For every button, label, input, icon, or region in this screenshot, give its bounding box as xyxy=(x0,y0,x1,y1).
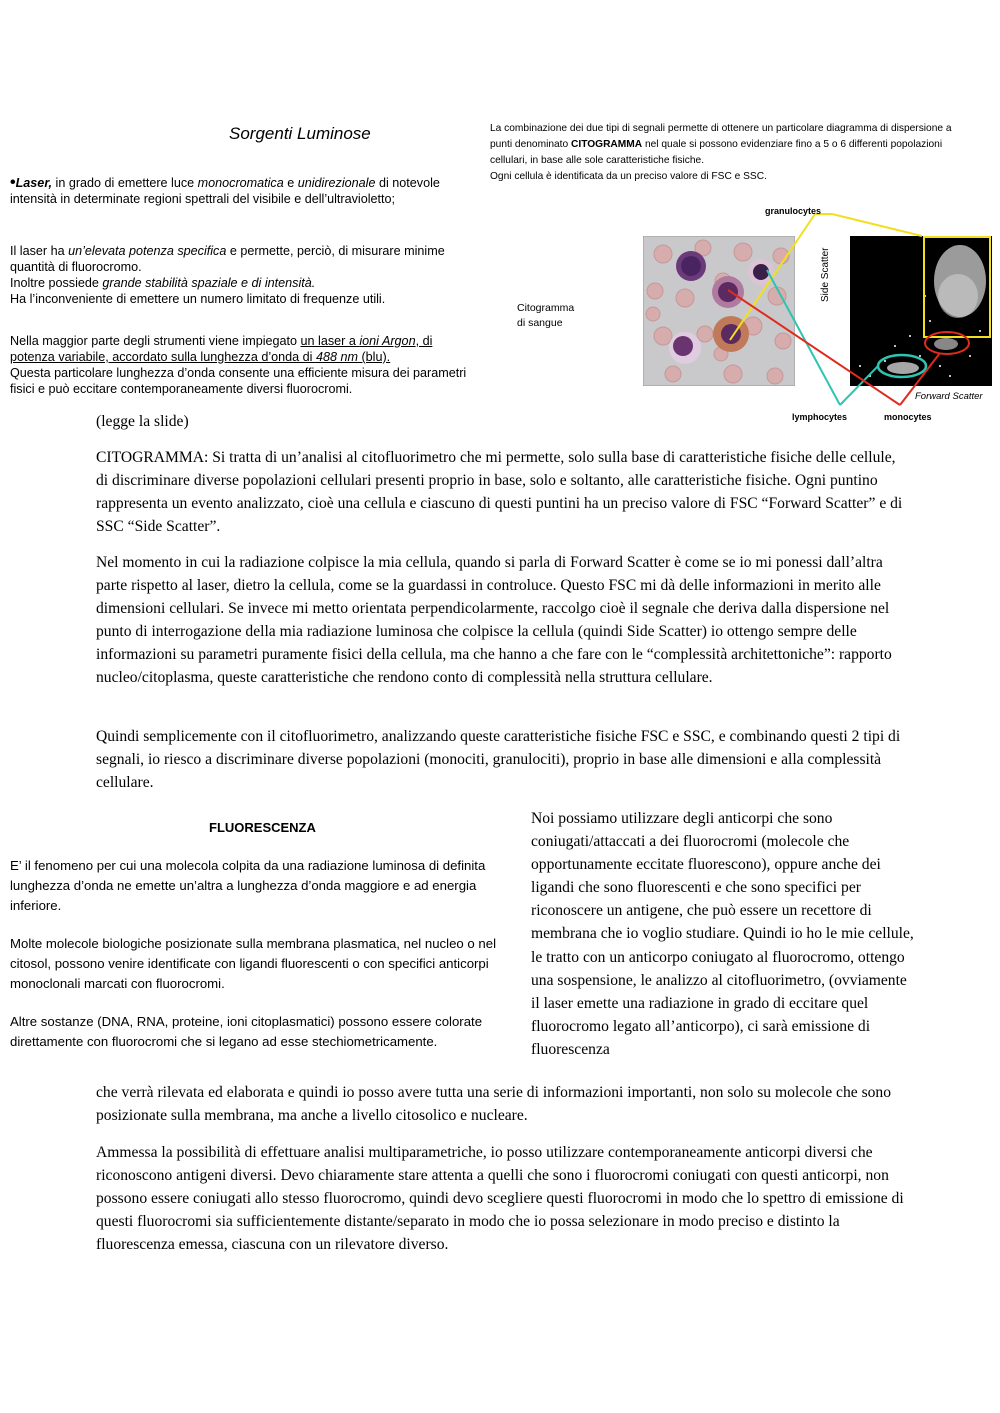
text: Nella maggior parte degli strumenti viene impiegato xyxy=(10,334,301,348)
text: CITOGRAMMA xyxy=(571,139,643,150)
text: 488 nm xyxy=(315,350,358,364)
citogramma-paragraph: CITOGRAMMA: Si tratta di un’analisi al citofluorimetro che mi permette, solo sulla base di caratteristiche fisiche delle cellule, di discriminare diverse popolazioni cellulari presenti proprio in base, solo e soltanto, alle caratteristiche fisiche. Ogni puntino rappresenta un evento analizzato, cioè una cellula e ciascuno di questi puntini ha un preciso valore di FSC “Forward Scatter” e di SSC “Side Scatter”. xyxy=(96,449,903,535)
bullet: • xyxy=(10,174,16,191)
text: La combinazione dei due tipi di segnali permette di ottenere un particolare diagramma di dispersione a punti denominato xyxy=(490,123,952,150)
fluorescenza-molecole: Molte molecole biologiche posizionate sulla membrana plasmatica, nel nucleo o nel citosol, possono venire identificate con ligandi fluorescenti o con specifici anticorpi monoclonali marcati con fluorocromi. xyxy=(10,936,497,991)
legge-la-slide-note: (legge la slide) xyxy=(96,413,189,430)
text: Citogramma xyxy=(517,302,575,314)
text: e xyxy=(283,176,298,190)
fluorescenza-sostanze: Altre sostanze (DNA, RNA, proteine, ioni citoplasmatici) possono essere colorate direttamente con fluorocromi che si legano ad esse stechiometricamente. xyxy=(10,1014,483,1049)
text: ioni Argon xyxy=(359,334,416,348)
radiazione-paragraph: Nel momento in cui la radiazione colpisce la mia cellula, quando si parla di Forward Scatter è come se io mi ponessi dall’altra parte rispetto al laser, dietro la cellula, come se la guardassi in controluce. Questo FSC mi dà delle informazioni in merito alle dimensioni cellulari. Se invece mi metto orientata perpendicolarmente, raccolgo cioè il segnale che deriva dalla dispersione nel punto di interrogazione della mia radiazione luminosa che colpisce la cellula (quindi Side Scatter) io ottengo sempre delle informazioni su parametri puramente fisici della cellula, ma che hanno a che fare con le “complessità architettoniche”: rapporto nucleo/citoplasma, queste caratteristiche che rendono conto di complessità nella struttura cellulare. xyxy=(96,554,892,686)
text: monocromatica xyxy=(197,176,284,190)
text: e permette, perciò, di misurare minime quantità di fluorocromo. xyxy=(10,244,445,274)
text: nel quale si possono evidenziare fino a 5 o 6 differenti popolazioni cellulari, in base alle sole caratteristiche fisiche. xyxy=(490,139,943,166)
side-scatter-axis-label: Side Scatter xyxy=(820,247,831,302)
slide1-potenza-paragraph xyxy=(10,243,480,307)
text: (blu). xyxy=(357,350,391,364)
multiparametriche-paragraph: Ammessa la possibilità di effettuare analisi multiparametriche, io posso utilizzare contemporaneamente anticorpi diversi che riconoscono antigeni diversi. Devo chiaramente stare attenta a quelli che sono i fluorocromi coniugati con questi anticorpi, non possono essere coniugati allo stesso fluorocromo, quindi devo scegliere questi fluorocromi in modo che lo spettro di emissione di questi fluorocromi sia sufficientemente distante/separato in modo che io possa selezionare in modo preciso e distinto la fluorescenza emessa, ciascuna con un rilevatore diverso. xyxy=(96,1144,904,1253)
text: Ogni cellula è identificata da un preciso valore di FSC e SSC. xyxy=(490,171,767,182)
anticorpi-paragraph-right: Noi possiamo utilizzare degli anticorpi che sono coniugati/attaccati a dei fluorocromi (molecole che opportunamente eccitate fluorescono), oppure anche dei ligandi che sono fluorescenti e che sono specifici per riconoscere un antigene, che può essere un recettore di membrana che io voglio studiare. Quindi io ho le mie cellule, le tratto con un anticorpo coniugato al fluorocromo, ottengo una sospensione, le analizzo al citofluorimetro, (ovviamente il laser emette una radiazione in grado di eccitare quel fluorocromo legato all’anticorpo), ci sarà emissione di fluorescenza xyxy=(531,810,914,1058)
text: Ha l’inconveniente di emettere un numero limitato di frequenze utili. xyxy=(10,292,386,306)
slide1-citogramma-description xyxy=(490,121,960,185)
text: Il laser ha xyxy=(10,244,69,258)
text: grande stabilità spaziale e di intensità. xyxy=(102,276,316,290)
fluorescenza-title: FLUORESCENZA xyxy=(209,820,316,835)
text: Inoltre possiede xyxy=(10,276,103,290)
monocytes-label: monocytes xyxy=(884,412,932,422)
forward-scatter-axis-label: Forward Scatter xyxy=(915,391,983,402)
text: in grado di emettere luce xyxy=(52,176,198,190)
text: , di potenza variabile, accordato sulla lunghezza d’onda di xyxy=(10,334,433,364)
text: di notevole intensità in determinate regioni spettrali del visibile e dell’ultravioletto; xyxy=(10,176,440,206)
laser-term: Laser, xyxy=(15,176,53,190)
slide1-argon-paragraph xyxy=(10,333,480,397)
text: un laser a xyxy=(300,334,360,348)
text: un’elevata potenza specifica xyxy=(68,244,227,258)
text: Questa particolare lunghezza d’onda consente una efficiente misura dei parametri fisici e può eccitare contemporaneamente diversi fluorocromi. xyxy=(10,366,467,396)
anticorpi-paragraph-continued: che verrà rilevata ed elaborata e quindi io posso avere tutta una serie di informazioni importanti, non solo su molecole che sono posizionate sulla membrana, ma anche a livello citosolico e nucleare. xyxy=(96,1084,892,1124)
fluorescenza-definition: E’ il fenomeno per cui una molecola colpita da una radiazione luminosa di definita lunghezza d’onda ne emette un’altra a lunghezza d’onda maggiore e ad energia inferiore. xyxy=(10,858,486,913)
slide1-title: Sorgenti Luminose xyxy=(229,124,371,143)
text: unidirezionale xyxy=(297,176,376,190)
lymphocytes-label: lymphocytes xyxy=(792,412,848,422)
citogramma-caption xyxy=(517,301,574,331)
quindi-paragraph: Quindi semplicemente con il citofluorimetro, analizzando queste caratteristiche fisiche FSC e SSC, e combinando questi 2 tipi di segnali, io riesco a discriminare diverse popolazioni (monociti, granulociti), proprio in base alle dimensioni e alla complessità cellulare. xyxy=(96,728,901,791)
granulocytes-label: granulocytes xyxy=(765,206,822,216)
slide1-laser-paragraph xyxy=(10,175,480,207)
text: di sangue xyxy=(517,317,563,329)
